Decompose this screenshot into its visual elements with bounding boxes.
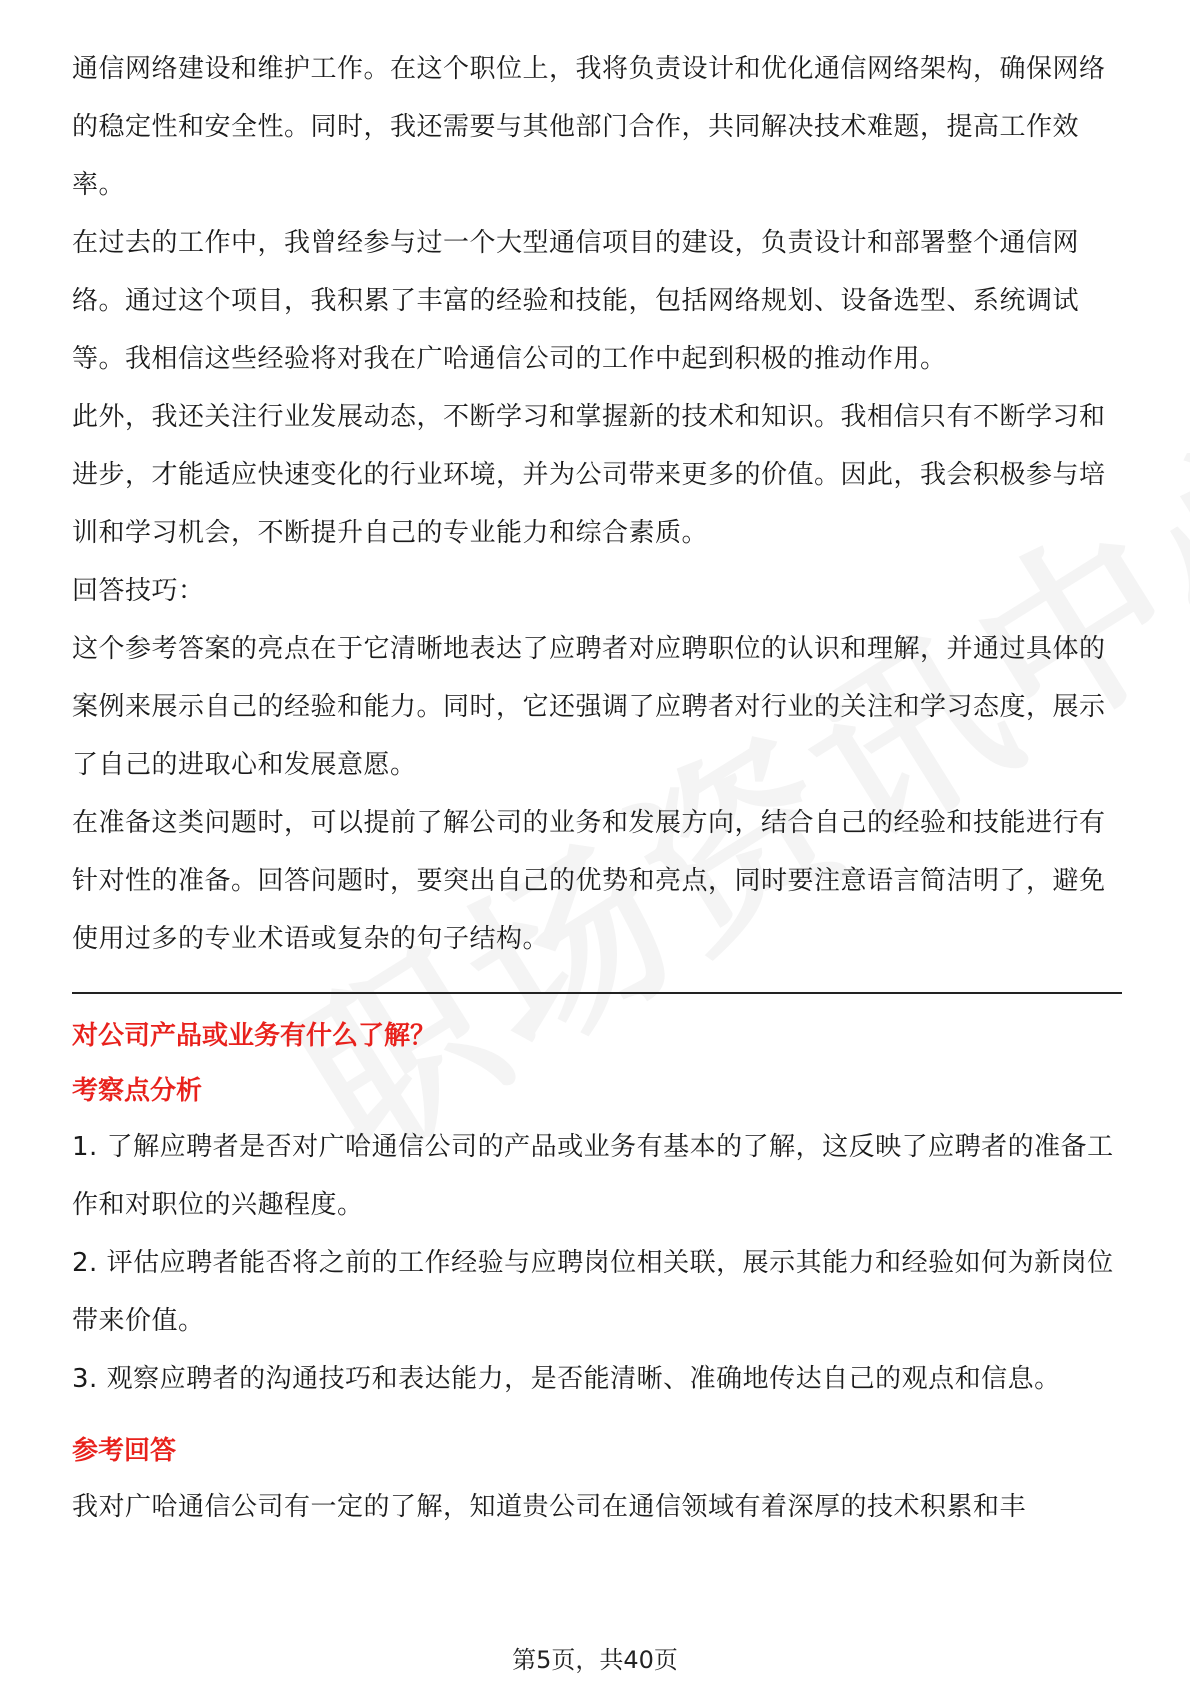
analysis-heading: 考察点分析	[72, 1076, 203, 1106]
analysis-point-3: 3. 观察应聘者的沟通技巧和表达能力，是否能清晰、准确地传达自己的观点和信息。	[72, 1364, 1061, 1394]
page-footer: 第5页，共40页	[512, 1646, 678, 1674]
analysis-point-2: 2. 评估应聘者能否将之前的工作经验与应聘岗位相关联，展示其能力和经验如何为新岗位带来价值。	[72, 1248, 1114, 1336]
section-divider	[72, 992, 1122, 994]
body-paragraph-1: 通信网络建设和维护工作。在这个职位上，我将负责设计和优化通信网络架构，确保网络的稳定性和安全性。同时，我还需要与其他部门合作，共同解决技术难题，提高工作效率。	[72, 54, 1106, 200]
analysis-point-1: 1. 了解应聘者是否对广哈通信公司的产品或业务有基本的了解，这反映了应聘者的准备工作和对职位的兴趣程度。	[72, 1132, 1114, 1220]
tips-paragraph-1: 这个参考答案的亮点在于它清晰地表达了应聘者对应聘职位的认识和理解，并通过具体的案例来展示自己的经验和能力。同时，它还强调了应聘者对行业的关注和学习态度，展示了自己的进取心和发展意愿。	[72, 634, 1106, 780]
tips-label: 回答技巧：	[72, 576, 205, 606]
answer-paragraph: 我对广哈通信公司有一定的了解，知道贵公司在通信领域有着深厚的技术积累和丰	[72, 1492, 1027, 1522]
answer-heading: 参考回答	[72, 1436, 177, 1466]
tips-paragraph-2: 在准备这类问题时，可以提前了解公司的业务和发展方向，结合自己的经验和技能进行有针对性的准备。回答问题时，要突出自己的优势和亮点，同时要注意语言简洁明了，避免使用过多的专业术语或复杂的句子结构。	[72, 808, 1106, 954]
document-page	[72, 40, 1122, 1536]
question-title: 对公司产品或业务有什么了解？	[72, 1021, 437, 1051]
body-paragraph-2: 在过去的工作中，我曾经参与过一个大型通信项目的建设，负责设计和部署整个通信网络。通过这个项目，我积累了丰富的经验和技能，包括网络规划、设备选型、系统调试等。我相信这些经验将对我在广哈通信公司的工作中起到积极的推动作用。	[72, 228, 1080, 374]
body-paragraph-3: 此外，我还关注行业发展动态，不断学习和掌握新的技术和知识。我相信只有不断学习和进步，才能适应快速变化的行业环境，并为公司带来更多的价值。因此，我会积极参与培训和学习机会，不断提升自己的专业能力和综合素质。	[72, 402, 1106, 548]
